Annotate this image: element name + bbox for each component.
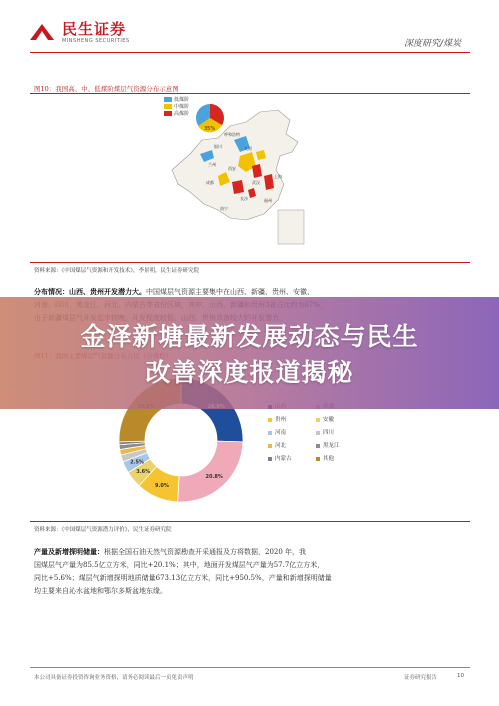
legend-item-四川 [316,428,364,436]
production-heading: 产量及新增探明储量： [34,547,104,556]
legend-swatch [268,457,272,461]
city-label: 西安 [228,166,236,171]
legend-label: 内蒙古 [275,456,292,462]
footer-disclaimer: 本公司具备证券投资咨询业务资格，请务必阅读最后一页免责声明 [34,675,194,681]
headline-banner [0,297,499,409]
figure10-bottom-rule [30,262,470,263]
page-number: 10 [457,673,464,679]
city-label: 太原 [244,146,252,151]
city-label: 兰州 [208,162,216,167]
city-label: 长沙 [240,196,248,201]
legend-item-安徽 [316,415,364,423]
city-label: 成都 [206,180,214,185]
footer-divider [30,667,470,668]
figure10-title: 图10：我国高、中、低煤阶煤层气资源分布示意图 [34,85,179,93]
legend-swatch [316,457,320,461]
donut-slice-新疆 [178,441,243,502]
legend-label: 安徽 [323,417,335,423]
legend-swatch [316,444,320,448]
city-label: 上海 [274,174,282,179]
legend-swatch [268,431,272,435]
legend-swatch [268,418,272,422]
banner-title-line2: 改善深度报道揭秘 [145,358,354,387]
legend-label: 黑龙江 [323,443,340,449]
footer-report-label: 证券研究报告 [404,675,438,681]
donut-data-label: 3.6% [136,469,151,476]
legend-label: 贵州 [275,417,287,423]
china-outline [172,110,298,220]
figure10-legend [164,97,189,118]
city-label: 银川 [214,144,222,149]
donut-data-label: 2.5% [130,459,144,466]
legend-row [268,454,364,467]
rank-share-pie [196,104,224,132]
legend-item-其他 [316,454,364,462]
legend-swatch [316,418,320,422]
figure11-bottom-rule [30,521,470,522]
production-paragraph: 产量及新增探明储量：根据全国石油天然气资源勘查开采通报及方将数据，2020 年，我 国煤层气产量为85.5亿立方米，同比+20.1%；其中，地面开发煤层气产量为57.7亿立方米， 同比+5.6%；煤层气新增探明地质储量673.13亿立方米，同比+950.5%，产量和新增探明储量 均主要来自沁水盆地和鄂尔多斯盆地东缘。 [34,547,332,595]
legend-label: 河北 [275,443,287,449]
south-sea-inset [278,210,304,244]
distribution-heading: 分布情况：山西、贵州开发潜力大。 [34,287,146,296]
brand-name-en: MINSHENG SECURITIES [62,38,130,44]
header-divider [30,52,470,53]
city-label: 武汉 [252,180,260,185]
donut-legend [268,402,364,467]
banner-title-line1: 金泽新塘最新发展动态与民生 [80,322,419,351]
legend-item: 低煤阶 [164,97,189,104]
legend-swatch [316,431,320,435]
legend-row [268,441,364,454]
legend-item: 高煤阶 [164,111,189,118]
legend-item-黑龙江 [316,441,364,449]
legend-item-河北 [268,441,316,449]
distribution-paragraph: 分布情况：山西、贵州开发潜力大。中国煤层气资源主要集中在山西、新疆、贵州、安徽、 [34,287,314,296]
legend-item-河南 [268,428,316,436]
donut-data-label: 9.0% [155,483,169,490]
legend-row [268,428,364,441]
city-label: 南宁 [220,206,228,211]
report-type: 深度研究/煤炭 [403,39,461,49]
figure10-source: 资料来源：《中国煤层气资源和开发技术》，李景明，民生证券研究院 [34,268,200,274]
legend-label: 四川 [323,430,335,436]
city-label: 呼和浩特 [224,132,240,137]
figure11-source: 资料来源：《中国煤层气资源潜力评价》，民生证券研究院 [34,527,172,533]
legend-item-内蒙古 [268,454,316,462]
pie-label: 35% [204,126,216,132]
brand-name: 民生证券 [62,20,127,38]
legend-item: 中煤阶 [164,104,189,111]
city-label: 福州 [264,198,272,203]
legend-label: 河南 [275,430,287,436]
donut-data-label: 20.8% [205,474,223,481]
high-rank-region [232,180,244,194]
legend-row [268,415,364,428]
report-header [0,0,499,62]
legend-item-贵州 [268,415,316,423]
legend-label: 其他 [323,456,335,462]
minsheng-logo-icon [28,20,56,44]
legend-swatch [268,444,272,448]
